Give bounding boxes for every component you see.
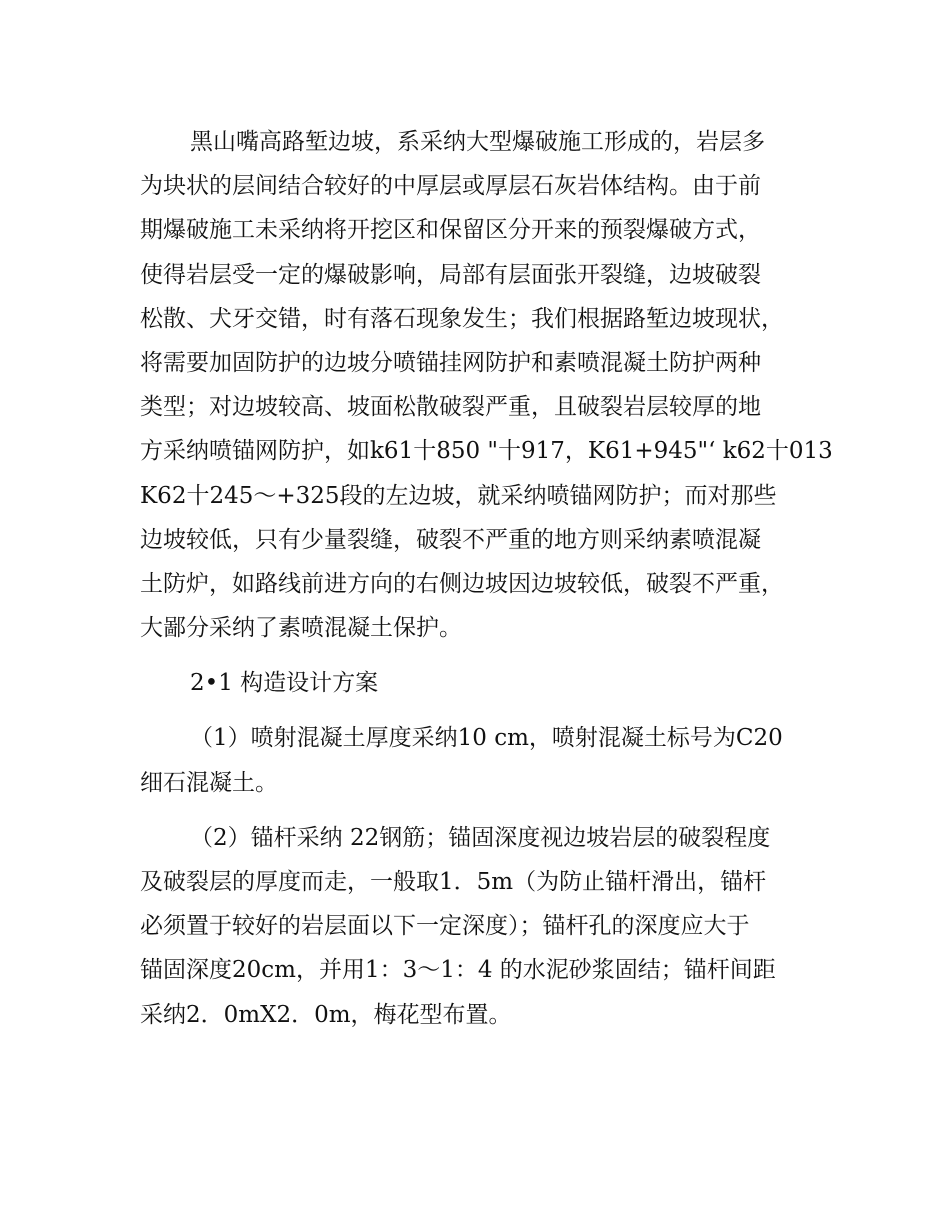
text-line: 土防炉，如路线前进方向的右侧边坡因边坡较低，破裂不严重， bbox=[140, 570, 784, 597]
text-line: 边坡较低，只有少量裂缝，破裂不严重的地方则采纳素喷混凝 bbox=[140, 526, 761, 553]
paragraph-shotcrete bbox=[140, 716, 830, 804]
text-line: 使得岩层受一定的爆破影响，局部有层面张开裂缝，边坡破裂 bbox=[140, 261, 761, 288]
paragraph-gap bbox=[140, 805, 830, 816]
text-line: 细石混凝土。 bbox=[140, 769, 278, 796]
section-heading bbox=[140, 661, 830, 705]
text-line: 将需要加固防护的边坡分喷锚挂网防护和素喷混凝土防护两种 bbox=[140, 349, 761, 376]
text-line: 期爆破施工未采纳将开挖区和保留区分开来的预裂爆破方式， bbox=[140, 217, 761, 244]
text-line: K62十245～+325段的左边坡，就采纳喷锚网防护；而对那些 bbox=[140, 482, 777, 509]
text-line: 必须置于较好的岩层面以下一定深度）；锚杆孔的深度应大于 bbox=[140, 913, 750, 940]
text-line: 为块状的层间结合较好的中厚层或厚层石灰岩体结构。由于前 bbox=[140, 173, 761, 200]
text-line: 黑山嘴高路堑边坡，系采纳大型爆破施工形成的，岩层多 bbox=[190, 129, 765, 155]
text-line: 大鄙分采纳了素喷混凝土保护。 bbox=[140, 615, 462, 642]
text-line: （1）喷射混凝土厚度采纳10 cm，喷射混凝土标号为C20 bbox=[190, 725, 783, 752]
text-line: 松散、犬牙交错，时有落石现象发生；我们根据路堑边坡现状， bbox=[140, 305, 784, 332]
paragraph-gap bbox=[140, 650, 830, 661]
section-heading-text: 2•1 构造设计方案 bbox=[190, 670, 379, 697]
document-body bbox=[140, 120, 833, 1037]
text-line: 采纳2．0mX2．0m，梅花型布置。 bbox=[140, 1001, 512, 1028]
text-line: 类型；对边坡较高、坡面松散破裂严重，且破裂岩层较厚的地 bbox=[140, 394, 761, 421]
paragraph-slope-description bbox=[140, 120, 833, 650]
text-line: （2）锚杆采纳 22钢筋；锚固深度视边坡岩层的破裂程度 bbox=[190, 824, 771, 851]
paragraph-gap bbox=[140, 705, 830, 716]
paragraph-anchor bbox=[140, 816, 830, 1037]
text-line: 及破裂层的厚度而走，一般取1．5m（为防止锚杆滑出，锚杆 bbox=[140, 869, 767, 895]
text-line: 方采纳喷锚网防护，如k61十850 "十917，K61+945"‘ k62十013 bbox=[140, 438, 833, 465]
text-line: 锚固深度20cm，并用1：3～1：4 的水泥砂浆固结；锚杆间距 bbox=[140, 957, 776, 984]
